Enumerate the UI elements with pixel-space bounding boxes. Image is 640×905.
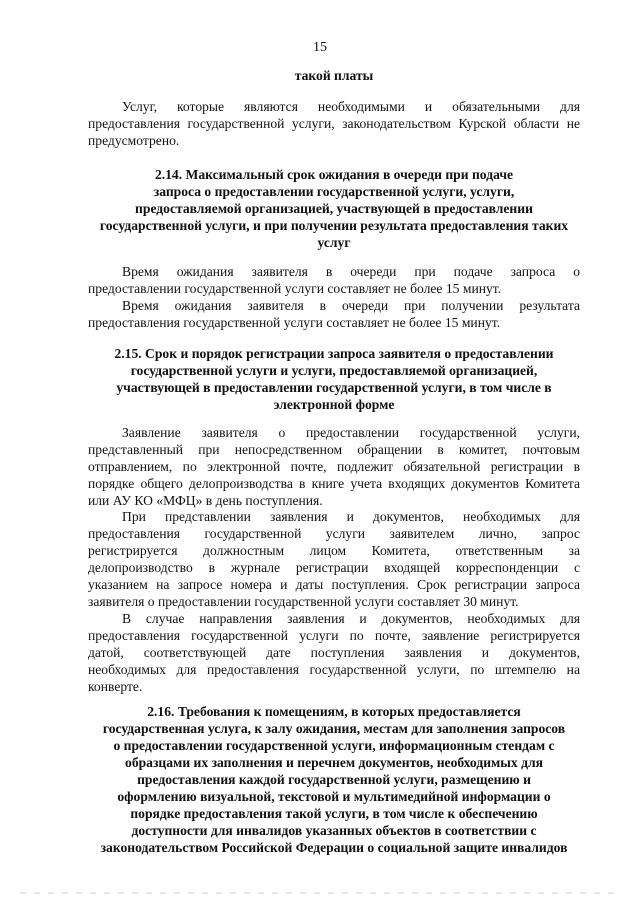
text-line: делопроизводство в журнале регистрации входящей корреспонденции с — [88, 560, 580, 575]
title-line: предоставления каждой государственной услуги, размещению и — [137, 772, 531, 787]
title-line: 2.15. Срок и порядок регистрации запроса заявителя о предоставлении — [114, 346, 554, 361]
title-line: государственной услуги и услуги, предоставляемой организацией, — [130, 363, 538, 378]
title-line: о предоставлении государственной услуги, информационным стендам с — [113, 738, 555, 753]
text-line: или АУ КО «МФЦ» в день поступления. — [88, 493, 323, 508]
title-line: государственной услуги, и при получении результата предоставления таких — [99, 218, 569, 233]
page-number: 15 — [313, 40, 327, 55]
text-line: Время ожидания заявителя в очереди при подаче запроса о — [122, 264, 580, 279]
text-line: предоставления государственной услуги составляет не более 15 минут. — [88, 315, 501, 330]
section-2-14-paragraph-1 — [88, 263, 580, 297]
title-line: участвующей в предоставлении государственной услуги, в том числе в — [116, 380, 552, 395]
section-2-15-paragraph-1 — [88, 424, 580, 509]
text-line: При представлении заявления и документов, необходимых для — [122, 509, 580, 524]
title-line: предоставляемой организацией, участвующей в предоставлении — [135, 201, 533, 216]
text-line: предусмотрено. — [88, 133, 180, 148]
title-line: законодательством Российской Федерации о социальной защите инвалидов — [100, 840, 568, 855]
text-line: необходимых для предоставления государственной услуги, по штемпелю на — [88, 662, 580, 677]
title-line: запроса о предоставлении государственной услуги, услуги, — [153, 184, 515, 199]
title-line: оформлению визуальной, текстовой и мультимедийной информации о — [117, 789, 551, 804]
text-line: заявителя о предоставлении государственной услуги составляет 30 минут. — [88, 594, 519, 609]
section-2-15-title — [88, 345, 580, 413]
title-line: доступности для инвалидов указанных объектов в соответствии с — [131, 823, 537, 838]
text-line: датой, соответствующей дате поступления заявления и документов, — [88, 645, 580, 660]
section-2-15-paragraph-3 — [88, 610, 580, 695]
intro-paragraph — [88, 98, 580, 149]
title-line: образцами их заполнения и перечнем документов, необходимых для — [125, 755, 543, 770]
text-line: порядке общего делопроизводства в книге учета входящих документов Комитета — [88, 476, 580, 491]
scan-artifact — [20, 892, 620, 894]
text-line: предоставления государственной услуги заявителем лично, запрос — [88, 526, 580, 541]
title-line: государственная услуга, к залу ожидания, местам для заполнения запросов — [102, 721, 566, 736]
text-line: представленный при непосредственном обращении в комитет, почтовым — [88, 442, 580, 457]
text-line: предоставления государственной услуги по почте, заявление регистрируется — [88, 628, 580, 643]
text-line: Заявление заявителя о предоставлении государственной услуги, — [122, 425, 580, 440]
text-line: В случае направления заявления и документов, необходимых для — [122, 611, 580, 626]
title-line: 2.16. Требования к помещениям, в которых предоставляется — [147, 704, 521, 719]
section-2-14-paragraph-2 — [88, 297, 580, 331]
text-line: Услуг, которые являются необходимыми и обязательными для — [122, 99, 580, 114]
title-line: электронной форме — [273, 397, 395, 412]
text-line: конверте. — [88, 679, 143, 694]
text-line: Время ожидания заявителя в очереди при получении результата — [122, 298, 580, 313]
section-2-15-paragraph-2 — [88, 508, 580, 610]
title-line: 2.14. Максимальный срок ожидания в очереди при подаче — [154, 167, 514, 182]
text-line: предоставления государственной услуги, законодательством Курской области не — [88, 116, 580, 131]
text-line: указанием на запросе номера и даты поступления. Срок регистрации запроса — [88, 577, 580, 592]
title-line: порядке предоставления такой услуги, в том числе к обеспечению — [130, 806, 538, 821]
text-line: предоставлении государственной услуги составляет не более 15 минут. — [88, 281, 502, 296]
section-2-14-title — [88, 166, 580, 251]
text-line: отправлением, по электронной почте, подлежит обязательной регистрации в — [88, 459, 580, 474]
text-line: регистрируется должностным лицом Комитета, ответственным за — [88, 543, 580, 558]
heading-tail: такой платы — [294, 68, 374, 83]
title-line: услуг — [317, 235, 351, 250]
section-2-16-title — [88, 703, 580, 856]
